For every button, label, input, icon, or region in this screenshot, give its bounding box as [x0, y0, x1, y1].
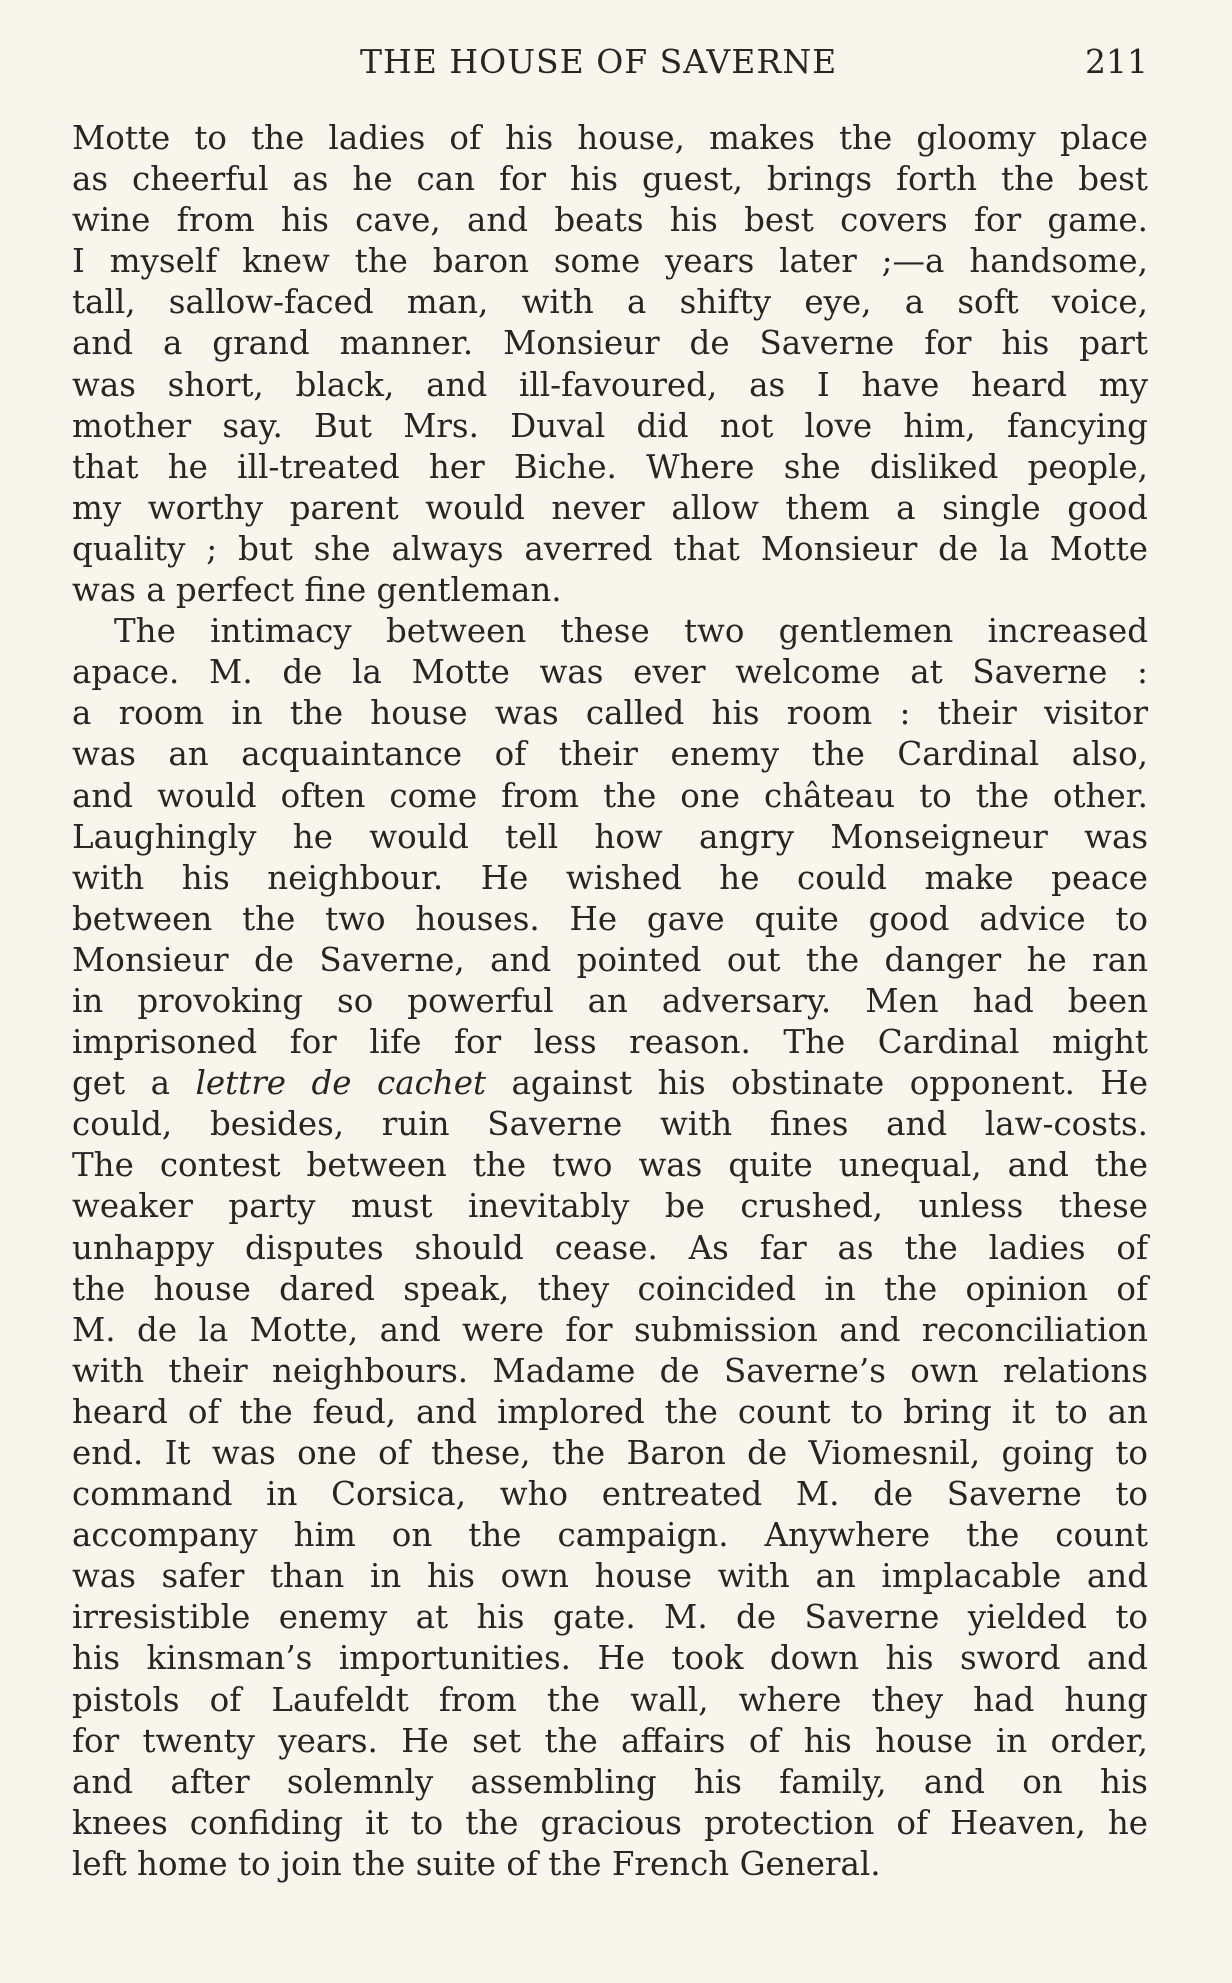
running-header — [72, 38, 1148, 86]
text-line: irresistible enemy at his gate. M. de Saverne yielded to — [72, 1598, 1148, 1637]
text-line: and after solemnly assembling his family, and on his — [72, 1762, 1148, 1801]
text-line: accompany him on the campaign. Anywhere the count — [72, 1516, 1148, 1555]
text-line: Monsieur de Saverne, and pointed out the danger he ran — [72, 940, 1148, 979]
text-line: his kinsman’s importunities. He took down his sword and — [72, 1639, 1148, 1678]
text-line: Motte to the ladies of his house, makes the gloomy place — [72, 119, 1148, 157]
line-suffix: against his obstinate opponent. He — [511, 1064, 1148, 1103]
text-line: knees confiding it to the gracious protection of Heaven, he — [72, 1803, 1148, 1842]
text-line: my worthy parent would never allow them a single good — [72, 488, 1148, 527]
text-line: tall, sallow-faced man, with a shifty eye, a soft voice, — [72, 283, 1148, 322]
text-line: I myself knew the baron some years later ;—a handsome, — [72, 242, 1148, 281]
text-line: and would often come from the one château to the other. — [72, 776, 1148, 815]
text-line: Laughingly he would tell how angry Monseigneur was — [72, 817, 1148, 856]
text-line: that he ill-treated her Biche. Where she disliked people, — [72, 447, 1148, 486]
text-line: The contest between the two was quite unequal, and the — [72, 1146, 1148, 1185]
text-line: could, besides, ruin Saverne with fines and law-costs. — [72, 1105, 1148, 1144]
text-line: command in Corsica, who entreated M. de Saverne to — [72, 1475, 1148, 1514]
text-line: was an acquaintance of their enemy the Cardinal also, — [72, 735, 1148, 774]
text-line: apace. M. de la Motte was ever welcome at Saverne : — [72, 653, 1148, 692]
text-line: was safer than in his own house with an implacable and — [72, 1557, 1148, 1596]
text-line-with-italic — [72, 1063, 1148, 1104]
text-line: and a grand manner. Monsieur de Saverne for his part — [72, 324, 1148, 363]
text-line: quality ; but she always averred that Monsieur de la Motte — [72, 529, 1148, 568]
text-line: wine from his cave, and beats his best covers for game. — [72, 201, 1148, 240]
text-line: for twenty years. He set the affairs of his house in order, — [72, 1721, 1148, 1760]
page-number: 211 — [1085, 42, 1148, 81]
body-text — [72, 118, 1148, 1885]
text-line: unhappy disputes should cease. As far as the ladies of — [72, 1228, 1148, 1267]
text-line: a room in the house was called his room : their visitor — [72, 694, 1148, 733]
text-line: as cheerful as he can for his guest, brings forth the best — [72, 160, 1148, 199]
text-line: weaker party must inevitably be crushed, unless these — [72, 1187, 1148, 1226]
text-line: with their neighbours. Madame de Saverne’s own relations — [72, 1351, 1148, 1390]
text-line: heard of the feud, and implored the count to bring it to an — [72, 1392, 1148, 1431]
italic-phrase: lettre de cachet — [195, 1064, 487, 1103]
paragraph-first-line: The intimacy between these two gentlemen increased — [114, 612, 1148, 651]
text-line: end. It was one of these, the Baron de Viomesnil, going to — [72, 1434, 1148, 1472]
text-line: the house dared speak, they coincided in the opinion of — [72, 1269, 1148, 1308]
running-title: THE HOUSE OF SAVERNE — [360, 42, 838, 81]
text-line: M. de la Motte, and were for submission and reconciliation — [72, 1310, 1148, 1349]
text-line: was short, black, and ill-favoured, as I have heard my — [72, 365, 1148, 404]
text-line: pistols of Laufeldt from the wall, where they had hung — [72, 1680, 1148, 1719]
text-line: with his neighbour. He wished he could make peace — [72, 858, 1148, 897]
text-line: imprisoned for life for less reason. The Cardinal might — [72, 1023, 1148, 1062]
text-line: between the two houses. He gave quite good advice to — [72, 899, 1148, 938]
text-line: mother say. But Mrs. Duval did not love him, fancying — [72, 406, 1148, 445]
paragraph-last-line: was a perfect fine gentleman. — [72, 571, 562, 610]
text-line: in provoking so powerful an adversary. Men had been — [72, 981, 1148, 1020]
line-prefix: get a — [72, 1064, 170, 1103]
paragraph-last-line: left home to join the suite of the French General. — [72, 1844, 881, 1883]
